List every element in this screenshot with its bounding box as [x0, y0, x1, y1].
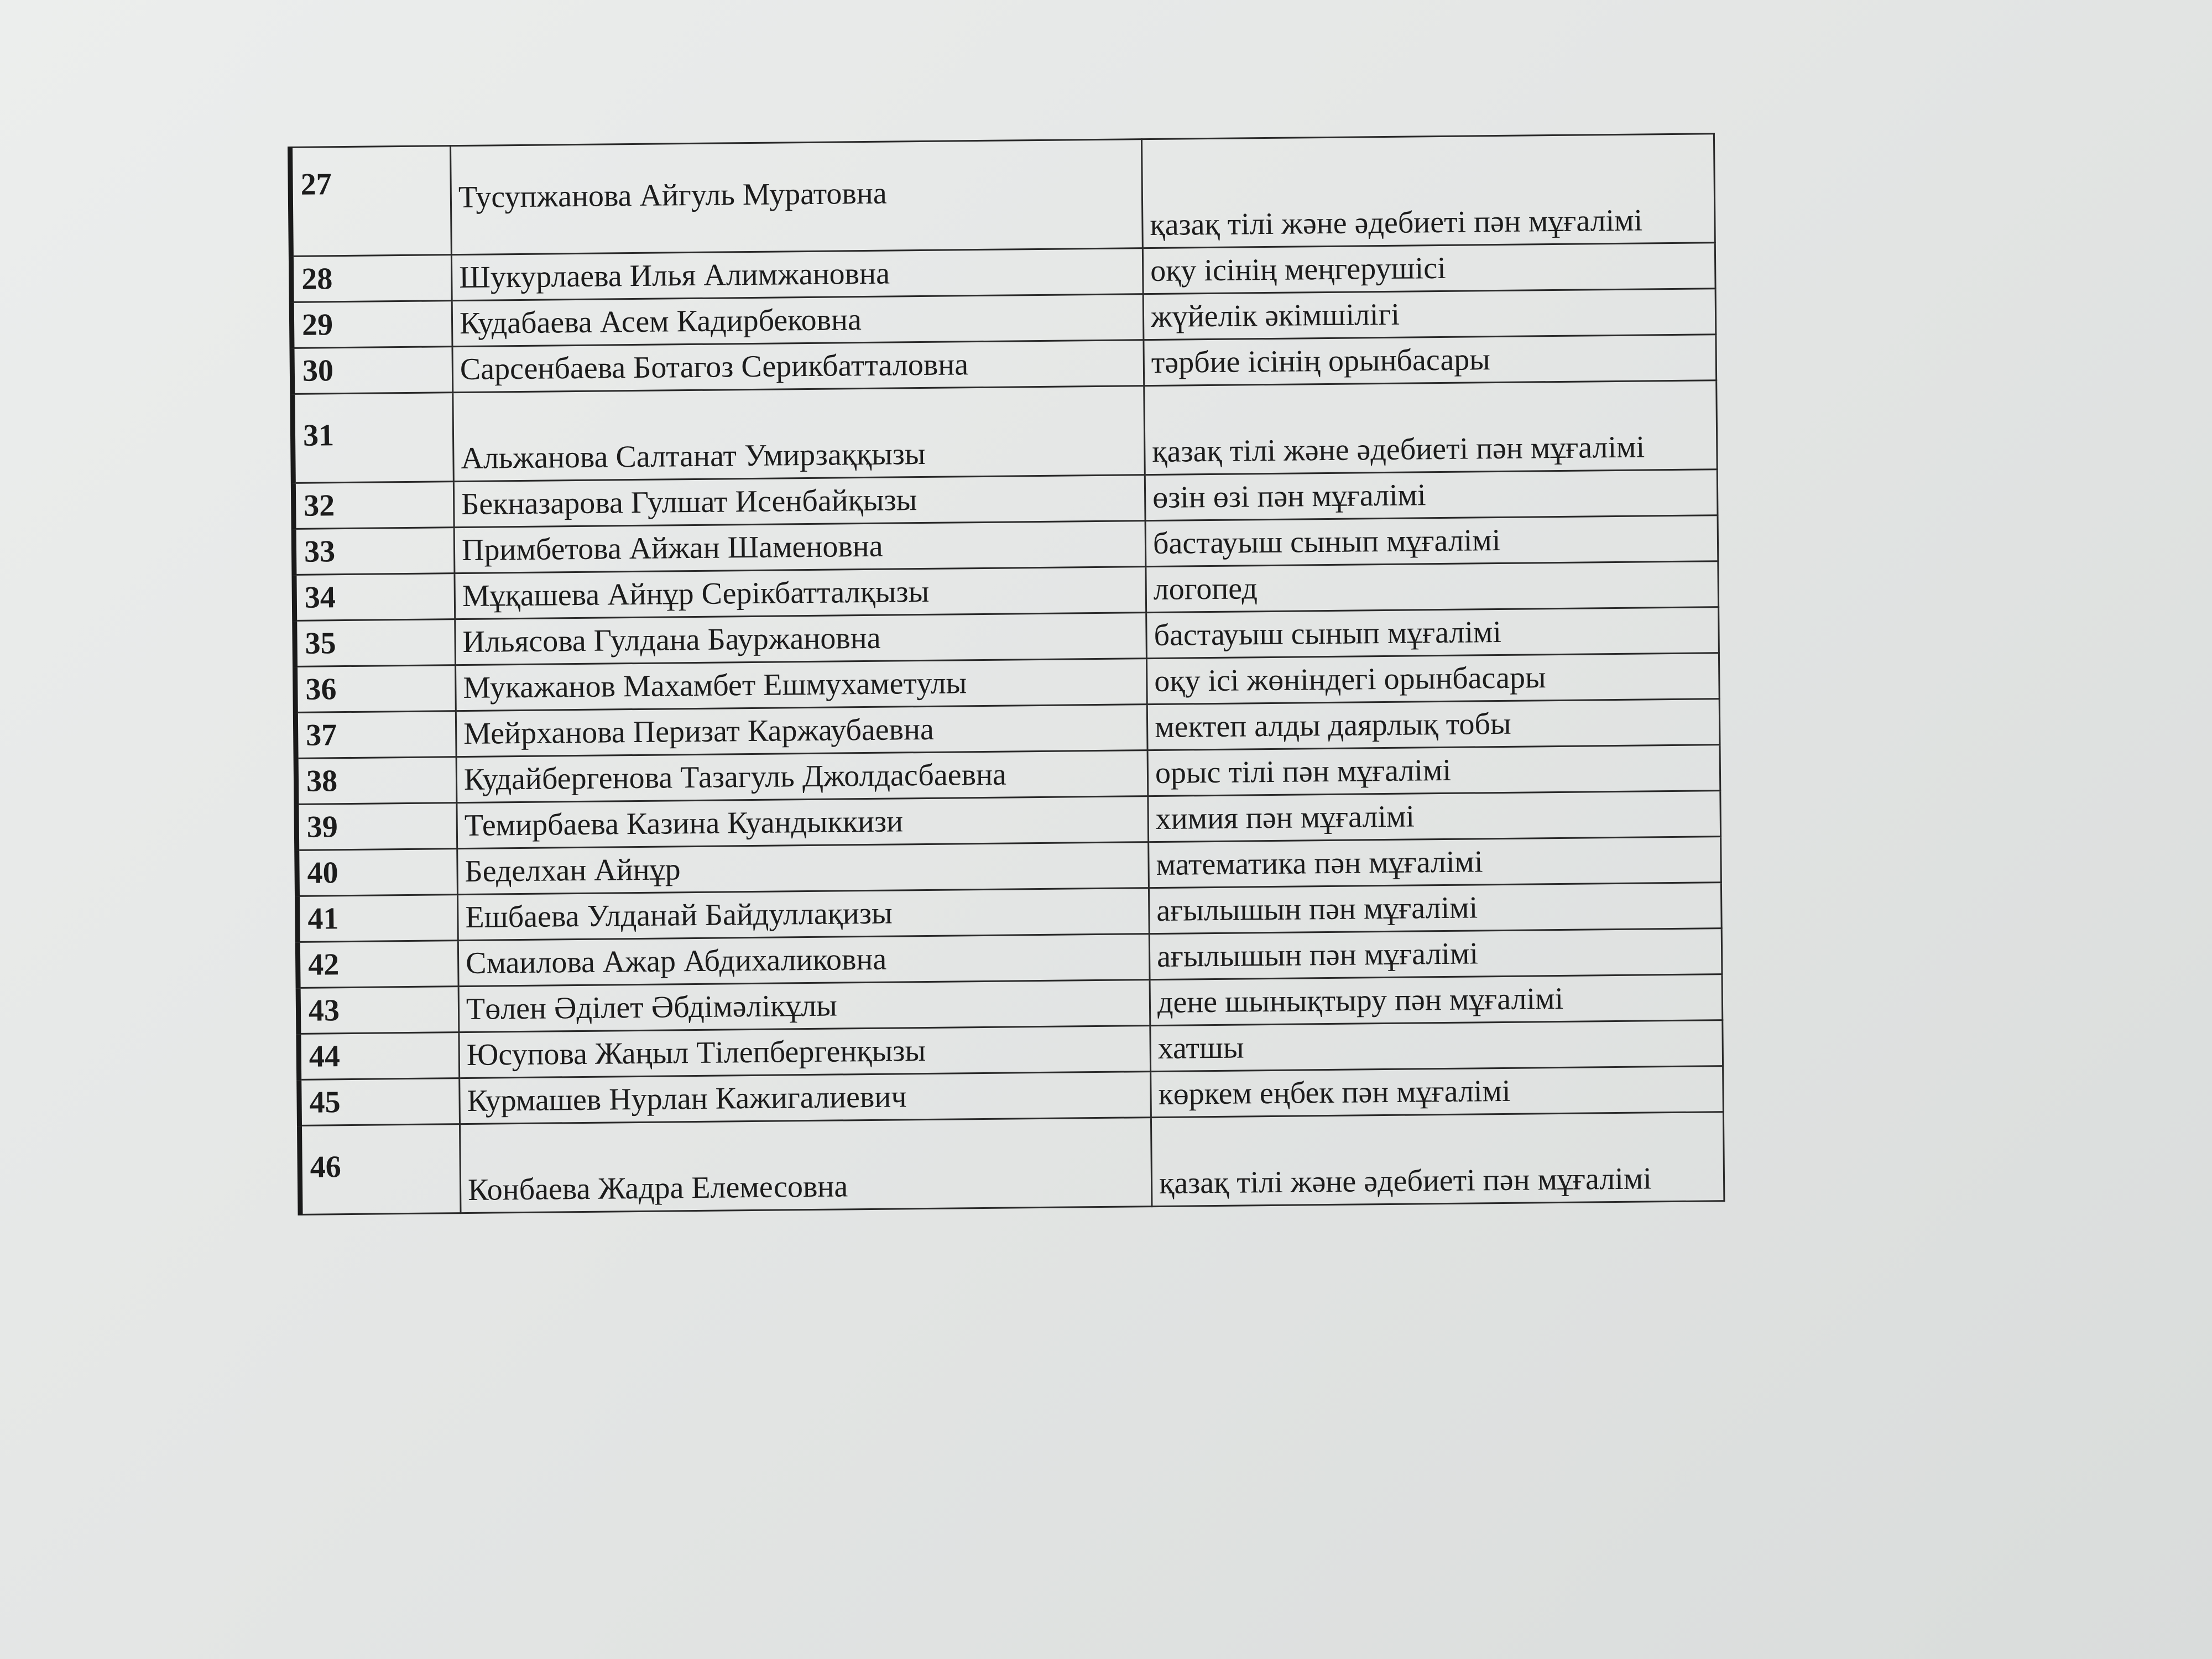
row-number: 37: [295, 711, 456, 759]
staff-name: Бекназарова Гулшат Исенбайқызы: [453, 475, 1145, 528]
row-number: 34: [294, 573, 455, 621]
row-number: 29: [291, 301, 452, 348]
row-number: 44: [299, 1032, 460, 1080]
row-number: 33: [294, 528, 455, 575]
staff-name: Төлен Әділет Әбдімәлікұлы: [458, 980, 1150, 1032]
staff-position: ағылышын пән мұғалімі: [1149, 928, 1722, 980]
staff-name: Шукурлаева Илья Алимжановна: [451, 248, 1143, 301]
staff-name: Тусупжанова Айгуль Муратовна: [451, 139, 1143, 255]
staff-position: логопед: [1146, 561, 1719, 613]
staff-name: Юсупова Жаңыл Тілепбергенқызы: [459, 1026, 1151, 1078]
row-number: 43: [298, 987, 459, 1034]
staff-name: Сарсенбаева Ботагоз Серикбатталовна: [452, 340, 1144, 393]
row-number: 46: [299, 1124, 461, 1215]
staff-name: Темирбаева Казина Куандыккизи: [457, 796, 1149, 849]
row-number: 35: [295, 619, 456, 667]
staff-table: [288, 133, 1725, 1215]
staff-position: өзін өзі пән мұғалімі: [1145, 469, 1718, 521]
staff-table-body: [290, 134, 1724, 1215]
staff-position: хатшы: [1150, 1020, 1723, 1072]
row-number: 27: [290, 146, 452, 257]
table-row: [290, 134, 1715, 257]
staff-name: Беделхан Айнұр: [457, 842, 1149, 895]
staff-position: математика пән мұғалімі: [1149, 837, 1721, 888]
staff-name: Кудайбергенова Тазагуль Джолдасбаевна: [456, 750, 1148, 803]
row-number: 41: [298, 895, 458, 942]
staff-name: Смаилова Ажар Абдихаликовна: [458, 934, 1150, 987]
row-number: 38: [296, 757, 457, 805]
staff-name: Примбетова Айжан Шаменовна: [454, 521, 1146, 573]
staff-position: дене шынықтыру пән мұғалімі: [1150, 974, 1723, 1026]
staff-position: орыс тілі пән мұғалімі: [1147, 745, 1720, 796]
row-number: 28: [291, 255, 452, 302]
staff-position: химия пән мұғалімі: [1148, 791, 1721, 842]
staff-name: Альжанова Салтанат Умирзаққызы: [453, 386, 1145, 482]
staff-position: оқу ісі жөніндегі орынбасары: [1146, 653, 1719, 705]
staff-name: Конбаева Жадра Елемесовна: [460, 1118, 1151, 1213]
row-number: 31: [293, 393, 454, 483]
staff-name: Мейрханова Перизат Каржаубаевна: [456, 705, 1147, 757]
row-number: 39: [296, 803, 457, 851]
row-number: 42: [298, 941, 458, 988]
table-row: [299, 1112, 1724, 1215]
staff-position: тәрбие ісінің орынбасары: [1144, 335, 1717, 386]
staff-name: Кудабаева Асем Кадирбековна: [452, 294, 1144, 347]
staff-name: Ильясова Гулдана Бауржановна: [455, 613, 1147, 665]
staff-name: Ешбаева Улданай Байдуллақизы: [457, 888, 1149, 941]
staff-position: бастауыш сынып мұғалімі: [1145, 515, 1718, 567]
row-number: 45: [299, 1078, 460, 1126]
staff-name: Мұқашева Айнұр Серікбатталқызы: [455, 567, 1146, 619]
staff-position: оқу ісінің меңгерушісі: [1142, 243, 1715, 294]
staff-position: бастауыш сынып мұғалімі: [1146, 607, 1719, 659]
staff-position: қазақ тілі және әдебиеті пән мұғалімі: [1144, 380, 1717, 475]
row-number: 32: [293, 482, 454, 529]
staff-position: ағылышын пән мұғалімі: [1149, 883, 1721, 934]
staff-position: қазақ тілі және әдебиеті пән мұғалімі: [1141, 134, 1715, 248]
staff-name: Курмашев Нурлан Кажигалиевич: [460, 1072, 1151, 1124]
staff-position: көркем еңбек пән мұғалімі: [1151, 1066, 1724, 1118]
row-number: 30: [292, 347, 453, 394]
table-row: [293, 380, 1717, 483]
staff-position: қазақ тілі және әдебиеті пән мұғалімі: [1151, 1112, 1724, 1207]
staff-position: жүйелік әкімшілігі: [1143, 289, 1716, 340]
row-number: 40: [297, 849, 458, 896]
staff-name: Мукажанов Махамбет Ешмухаметулы: [456, 659, 1147, 711]
staff-position: мектеп алды даярлық тобы: [1147, 699, 1720, 750]
row-number: 36: [295, 665, 456, 713]
